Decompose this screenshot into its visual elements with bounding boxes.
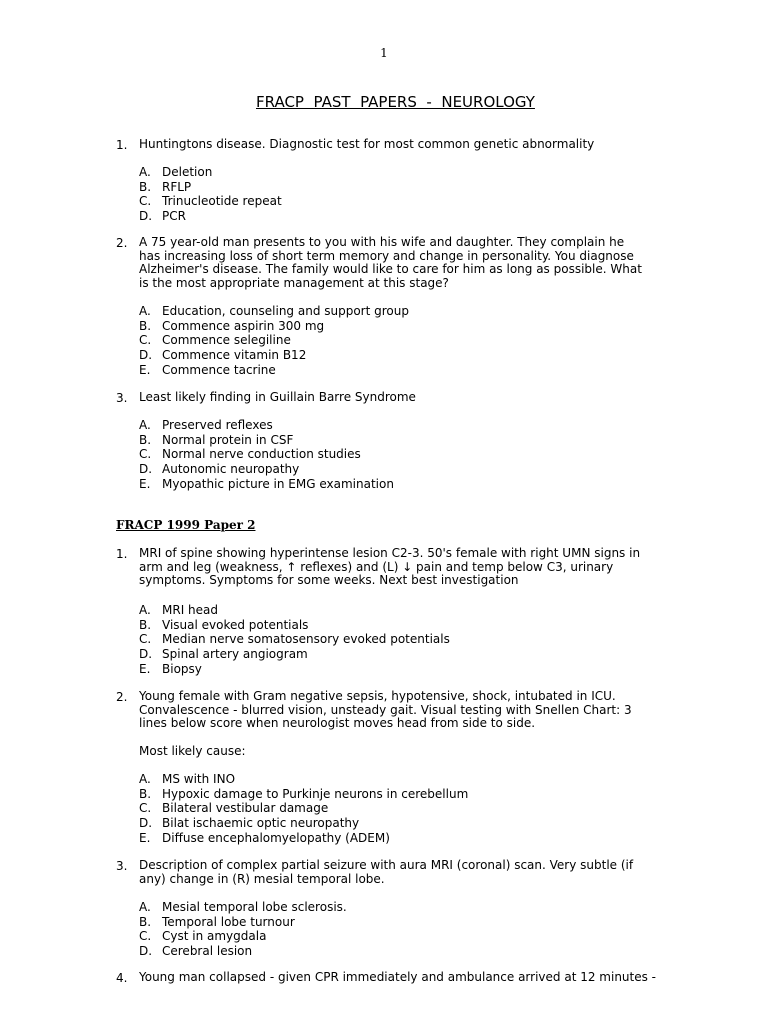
option-letter: B.: [139, 914, 152, 929]
option-text: Biopsy: [162, 661, 202, 676]
option-letter: B.: [139, 179, 152, 194]
option-text: Normal nerve conduction studies: [162, 447, 361, 462]
answer-option: [139, 462, 394, 477]
option-text: Bilat ischaemic optic neuropathy: [162, 816, 360, 831]
option-text: MS with INO: [162, 772, 236, 786]
option-text: RFLP: [162, 179, 192, 194]
option-text: Temporal lobe turnour: [162, 914, 295, 929]
question-number: 1.: [116, 138, 128, 152]
answer-option: [139, 433, 394, 448]
question-number: 3.: [116, 859, 128, 873]
option-text: Cerebral lesion: [162, 944, 253, 959]
answer-option: [139, 603, 450, 618]
answer-option: [139, 831, 468, 846]
option-letter: E.: [139, 830, 151, 845]
question-text: Young female with Gram negative sepsis, hypotensive, shock, intubated in ICU. Convalescence - blurred vision, unsteady gait. Visual testing with Snellen Chart: 3 lines below score when neurologist moves head from side to side.: [139, 689, 632, 731]
option-letter: C.: [139, 632, 152, 647]
answer-option: [139, 915, 347, 930]
option-letter: A.: [139, 165, 151, 179]
option-letter: D.: [139, 209, 153, 224]
answer-option: [139, 801, 468, 816]
option-letter: D.: [139, 348, 153, 363]
option-letter: C.: [139, 194, 152, 209]
answer-options: [139, 772, 468, 845]
answer-option: [139, 618, 450, 633]
question-text: Huntingtons disease. Diagnostic test for most common genetic abnormality: [139, 137, 595, 151]
question-text: Least likely finding in Guillain Barre Syndrome: [139, 390, 416, 404]
option-text: Hypoxic damage to Purkinje neurons in cerebellum: [162, 786, 469, 801]
option-letter: D.: [139, 462, 153, 477]
answer-options: [139, 304, 409, 377]
option-text: Normal protein in CSF: [162, 432, 294, 447]
option-letter: B.: [139, 786, 152, 801]
option-text: Median nerve somatosensory evoked potentials: [162, 632, 450, 647]
page-number: 1: [380, 46, 388, 60]
option-letter: A.: [139, 418, 151, 432]
question-subtext: Most likely cause:: [139, 744, 246, 758]
option-letter: E.: [139, 476, 151, 491]
answer-option: [139, 333, 409, 348]
option-letter: D.: [139, 816, 153, 831]
option-text: Commence selegiline: [162, 333, 291, 348]
option-text: PCR: [162, 209, 186, 224]
option-text: Spinal artery angiogram: [162, 647, 308, 662]
option-text: Diffuse encephalomyelopathy (ADEM): [162, 830, 390, 845]
answer-option: [139, 787, 468, 802]
option-letter: B.: [139, 318, 152, 333]
question-number: 1.: [116, 547, 128, 561]
answer-option: [139, 647, 450, 662]
answer-option: [139, 944, 347, 959]
option-text: Deletion: [162, 165, 213, 179]
answer-option: [139, 363, 409, 378]
answer-option: [139, 180, 282, 195]
question-text: A 75 year-old man presents to you with his wife and daughter. They complain he has increasing loss of short term memory and change in personality. You diagnose Alzheimer's disease. The family would like to care for him as long as possible. What is the most appropriate management at this stage?: [139, 235, 642, 290]
option-text: Autonomic neuropathy: [162, 462, 300, 477]
answer-option: [139, 194, 282, 209]
answer-option: [139, 348, 409, 363]
document-title: FRACP PAST PAPERS - NEUROLOGY: [256, 93, 535, 111]
answer-option: [139, 209, 282, 224]
answer-options: [139, 418, 394, 491]
answer-option: [139, 447, 394, 462]
option-letter: C.: [139, 801, 152, 816]
question-text: MRI of spine showing hyperintense lesion C2-3. 50's female with right UMN signs in arm and leg (weakness, ↑ reflexes) and (L) ↓ pain and temp below C3, urinary symptoms. Symptoms for some weeks. Next best investigation: [139, 546, 641, 588]
answer-option: [139, 929, 347, 944]
answer-options: [139, 165, 282, 224]
answer-option: [139, 165, 282, 180]
answer-option: [139, 900, 347, 915]
option-text: Myopathic picture in EMG examination: [162, 476, 394, 491]
answer-option: [139, 816, 468, 831]
answer-options: [139, 900, 347, 959]
option-letter: E.: [139, 661, 151, 676]
option-text: Visual evoked potentials: [162, 617, 309, 632]
answer-option: [139, 418, 394, 433]
option-letter: B.: [139, 432, 152, 447]
option-letter: A.: [139, 603, 151, 617]
option-text: Education, counseling and support group: [162, 304, 409, 318]
answer-option: [139, 477, 394, 492]
option-text: Trinucleotide repeat: [162, 194, 282, 209]
answer-option: [139, 772, 468, 787]
option-text: Mesial temporal lobe sclerosis.: [162, 900, 347, 914]
option-letter: B.: [139, 617, 152, 632]
option-letter: E.: [139, 362, 151, 377]
question-text: Young man collapsed - given CPR immediately and ambulance arrived at 12 minutes -: [139, 970, 657, 984]
option-text: Preserved reflexes: [162, 418, 273, 432]
answer-option: [139, 662, 450, 677]
question-number: 2.: [116, 690, 128, 704]
option-letter: C.: [139, 929, 152, 944]
option-letter: D.: [139, 647, 153, 662]
option-text: Cyst in amygdala: [162, 929, 267, 944]
section-heading: FRACP 1999 Paper 2: [116, 518, 256, 532]
answer-options: [139, 603, 450, 676]
question-text: Description of complex partial seizure with aura MRI (coronal) scan. Very subtle (if any) change in (R) mesial temporal lobe.: [139, 858, 634, 886]
option-text: Commence tacrine: [162, 362, 276, 377]
option-letter: D.: [139, 944, 153, 959]
question-number: 4.: [116, 971, 128, 985]
question-number: 3.: [116, 391, 128, 405]
option-letter: C.: [139, 447, 152, 462]
option-letter: C.: [139, 333, 152, 348]
option-letter: A.: [139, 900, 151, 914]
question-number: 2.: [116, 236, 128, 250]
option-text: Commence vitamin B12: [162, 348, 307, 363]
option-text: Commence aspirin 300 mg: [162, 318, 325, 333]
option-text: MRI head: [162, 603, 219, 617]
answer-option: [139, 632, 450, 647]
answer-option: [139, 319, 409, 334]
answer-option: [139, 304, 409, 319]
option-letter: A.: [139, 304, 151, 318]
option-letter: A.: [139, 772, 151, 786]
option-text: Bilateral vestibular damage: [162, 801, 329, 816]
